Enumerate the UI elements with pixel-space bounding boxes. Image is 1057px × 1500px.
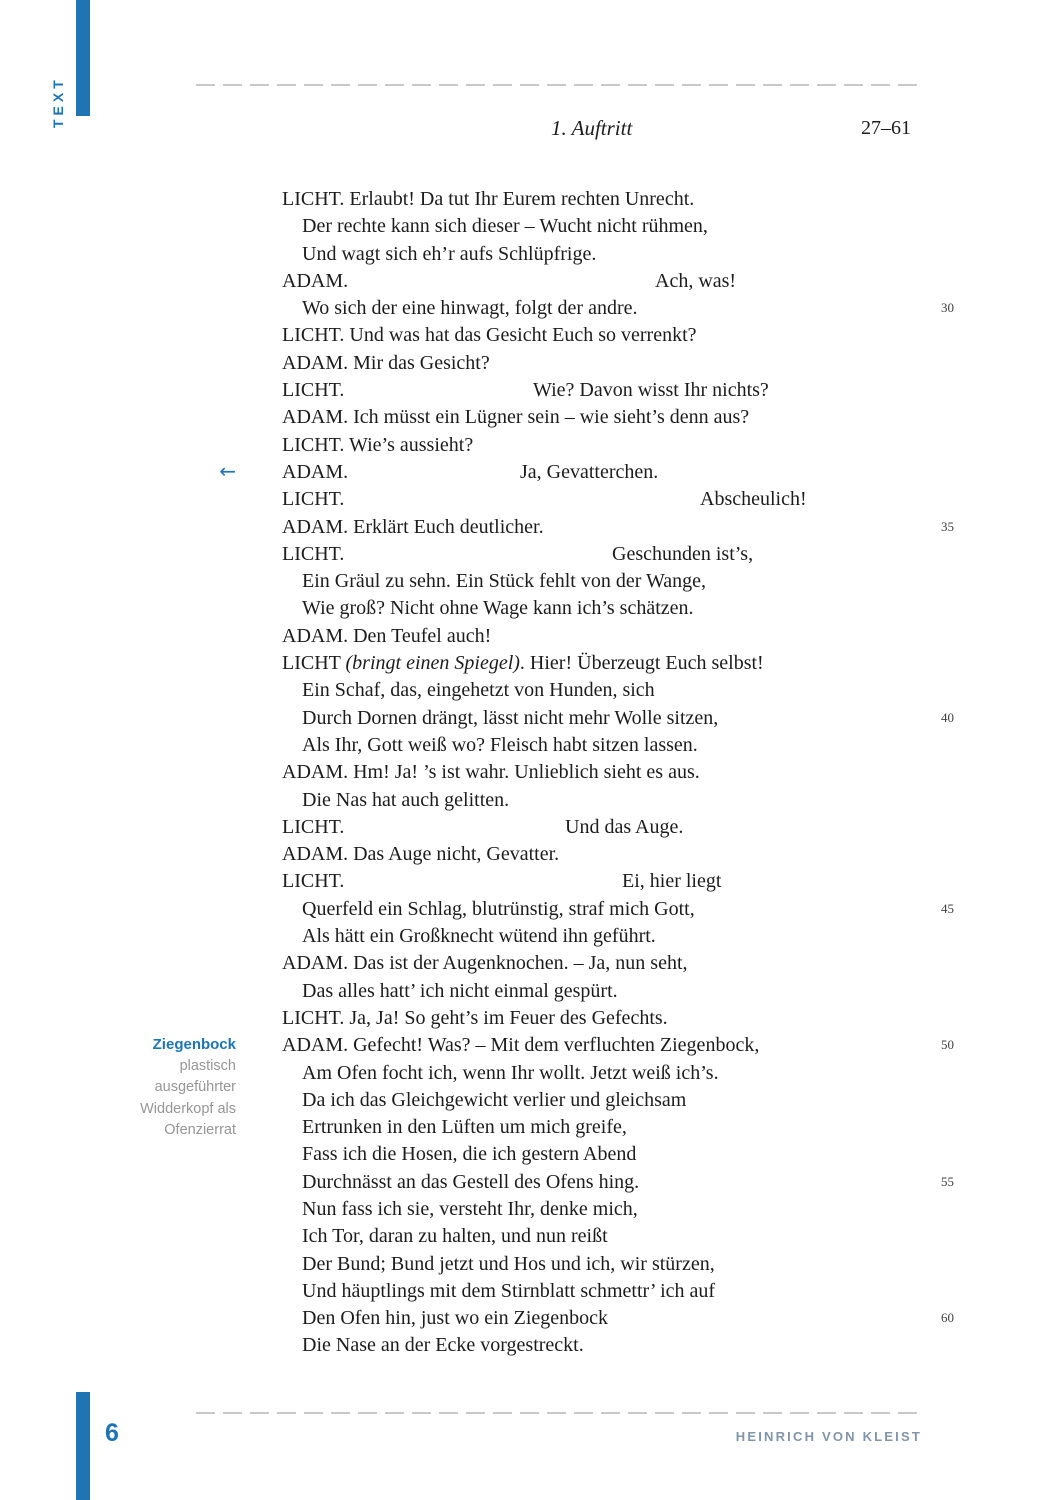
dialogue-line: [282, 541, 882, 568]
footer-dashed-rule: [196, 1412, 924, 1414]
dialogue-line: [282, 213, 882, 240]
dialogue-line: [282, 595, 882, 622]
dialogue-line: [282, 841, 882, 868]
dialogue-text: Die Nase an der Ecke vorgestreckt.: [302, 1334, 584, 1357]
verse-range: 27–61: [861, 117, 911, 139]
accent-bar-top: [76, 0, 90, 116]
dialogue-text: Der Bund; Bund jetzt und Hos und ich, wir stürzen,: [302, 1252, 715, 1275]
verse-line-number: 55: [941, 1173, 954, 1189]
section-side-label: TEXT: [50, 76, 66, 128]
dialogue-text: Der rechte kann sich dieser – Wucht nicht rühmen,: [302, 215, 708, 238]
dialogue-text: LICHT. Erlaubt! Da tut Ihr Eurem rechten Unrecht.: [282, 188, 695, 210]
margin-note-definition: plastisch: [179, 1057, 236, 1074]
dialogue-text: Und wagt sich eh’r aufs Schlüpfrige.: [302, 242, 597, 265]
margin-note-term: Ziegenbock: [152, 1036, 236, 1054]
dialogue-line: [282, 732, 882, 759]
dialogue-text: ADAM.: [282, 269, 349, 292]
dialogue-line: [282, 787, 882, 814]
dialogue-line: [282, 514, 954, 541]
running-footer-author: HEINRICH VON KLEIST: [735, 1429, 922, 1444]
dialogue-text: LICHT.: [282, 379, 345, 402]
dialogue-line: [282, 950, 882, 977]
dialogue-line: [282, 1196, 882, 1223]
dialogue-line: [282, 186, 882, 213]
dialogue-text: Ertrunken in den Lüften um mich greife,: [302, 1116, 627, 1139]
dialogue-text: LICHT. Und was hat das Gesicht Euch so verrenkt?: [282, 324, 697, 347]
dialogue-line: [282, 814, 882, 841]
dialogue-line: [282, 1223, 882, 1250]
dialogue-text: ADAM. Das ist der Augenknochen. – Ja, nun seht,: [282, 952, 688, 975]
dialogue-text: LICHT.: [282, 542, 345, 565]
dialogue-line: [282, 404, 882, 431]
dialogue-text: Geschunden ist’s,: [612, 542, 754, 565]
dialogue-text: (bringt einen Spiegel): [345, 652, 520, 675]
verse-line-number: 35: [941, 518, 954, 534]
dialogue-line: [282, 1305, 954, 1332]
verse-line-number: 45: [941, 900, 954, 916]
dialogue-text: Querfeld ein Schlag, blutrünstig, straf mich Gott,: [302, 897, 695, 920]
dialogue-line: [282, 432, 882, 459]
dialogue-text: Abscheulich!: [700, 488, 807, 511]
dialogue-text: Am Ofen focht ich, wenn Ihr wollt. Jetzt weiß ich’s.: [302, 1061, 719, 1084]
dialogue-line: [282, 377, 882, 404]
dialogue-text: Wie groß? Nicht ohne Wage kann ich’s schätzen.: [302, 597, 694, 620]
scene-title: 1. Auftritt: [551, 116, 633, 140]
margin-arrow-icon: ←: [219, 458, 236, 483]
dialogue-text: Den Ofen hin, just wo ein Ziegenbock: [302, 1307, 609, 1330]
dialogue-line: [282, 1114, 882, 1141]
dialogue-text: ADAM. Den Teufel auch!: [282, 624, 492, 647]
verse-line-number: 60: [941, 1310, 954, 1326]
verse-line-number: 40: [941, 709, 954, 725]
dialogue-line: [282, 896, 954, 923]
dialogue-text: Wo sich der eine hinwagt, folgt der andre.: [302, 297, 638, 320]
dialogue-line: [282, 1087, 882, 1114]
dialogue-line: [282, 1278, 882, 1305]
dialogue-line: [282, 350, 882, 377]
dialogue-text: Fass ich die Hosen, die ich gestern Abend: [302, 1143, 637, 1166]
dialogue-text: Durch Dornen drängt, lässt nicht mehr Wolle sitzen,: [302, 706, 719, 729]
margin-note-definition: Widderkopf als: [140, 1100, 236, 1117]
dialogue-text: Als hätt ein Großknecht wütend ihn geführt.: [302, 925, 656, 948]
dialogue-text: ADAM. Das Auge nicht, Gevatter.: [282, 843, 560, 866]
dialogue-line: [282, 705, 954, 732]
dialogue-line: [282, 623, 882, 650]
dialogue-line: [282, 1251, 882, 1278]
dialogue-text: Da ich das Gleichgewicht verlier und gleichsam: [302, 1088, 687, 1111]
dialogue-text: Die Nas hat auch gelitten.: [302, 788, 510, 811]
dialogue-text: Ein Gräul zu sehn. Ein Stück fehlt von der Wange,: [302, 570, 707, 593]
dialogue-line: [282, 486, 882, 513]
dialogue-text: ADAM. Ich müsst ein Lügner sein – wie sieht’s denn aus?: [282, 406, 750, 429]
dialogue-line: [282, 868, 882, 895]
dialogue-line: [282, 923, 882, 950]
dialogue-text: ADAM. Erklärt Euch deutlicher.: [282, 515, 544, 538]
dialogue-line: [282, 1169, 954, 1196]
dialogue-line: [282, 1005, 882, 1032]
margin-note: [58, 1034, 236, 1142]
dialogue-text: LICHT. Ja, Ja! So geht’s im Feuer des Gefechts.: [282, 1006, 668, 1029]
dialogue-text: Und das Auge.: [565, 815, 684, 838]
margin-note-definition: ausgeführter: [154, 1079, 236, 1096]
dialogue-line: [282, 978, 882, 1005]
dialogue-line: [219, 458, 882, 486]
verse-line-number: 50: [941, 1037, 954, 1053]
dialogue-line: [282, 650, 882, 677]
header-dashed-rule: [196, 84, 924, 86]
dialogue-text: LICHT: [282, 652, 346, 675]
dialogue-text: Ja, Gevatterchen.: [520, 460, 659, 483]
dialogue-text: Als Ihr, Gott weiß wo? Fleisch habt sitzen lassen.: [302, 733, 698, 756]
dialogue-line: [282, 295, 954, 322]
dialogue-text: LICHT.: [282, 815, 345, 838]
dialogue-line: [282, 759, 882, 786]
dialogue-text: LICHT.: [282, 870, 345, 893]
dialogue-line: [282, 1060, 882, 1087]
dialogue-text: Ich Tor, daran zu halten, und nun reißt: [302, 1225, 608, 1248]
dialogue-line: [282, 1141, 882, 1168]
dialogue-text: LICHT. Wie’s aussieht?: [282, 433, 474, 456]
dialogue-text: ADAM. Mir das Gesicht?: [282, 351, 490, 374]
dialogue-line: [282, 241, 882, 268]
margin-note-definition: Ofenzierrat: [164, 1122, 236, 1139]
dialogue-line: [282, 568, 882, 595]
dialogue-line: [282, 322, 882, 349]
dialogue-text: . Hier! Überzeugt Euch selbst!: [519, 652, 764, 675]
dialogue-line: [282, 1332, 882, 1359]
dialogue-text: ADAM. Hm! Ja! ’s ist wahr. Unlieblich sieht es aus.: [282, 761, 700, 784]
dialogue-text: LICHT.: [282, 488, 345, 511]
dialogue-text: Das alles hatt’ ich nicht einmal gespürt.: [302, 979, 618, 1002]
verse-line-number: 30: [941, 300, 954, 316]
dialogue-line: [282, 268, 882, 295]
dialogue-text: ADAM.: [282, 460, 349, 483]
dialogue-text: Ach, was!: [655, 269, 737, 292]
dialogue-text: ADAM. Gefecht! Was? – Mit dem verfluchten Ziegenbock,: [282, 1034, 760, 1057]
accent-bar-bottom: [76, 1392, 90, 1500]
dialogue-text: Nun fass ich sie, versteht Ihr, denke mich,: [302, 1197, 638, 1220]
dialogue-text: Durchnässt an das Gestell des Ofens hing.: [302, 1170, 640, 1193]
play-text: [140, 186, 954, 1360]
dialogue-text: Ei, hier liegt: [622, 870, 722, 893]
dialogue-text: Und häuptlings mit dem Stirnblatt schmettr’ ich auf: [302, 1279, 716, 1302]
page-number: 6: [105, 1419, 119, 1447]
dialogue-text: Wie? Davon wisst Ihr nichts?: [533, 379, 769, 402]
dialogue-line: [282, 677, 882, 704]
dialogue-text: Ein Schaf, das, eingehetzt von Hunden, sich: [302, 679, 655, 702]
